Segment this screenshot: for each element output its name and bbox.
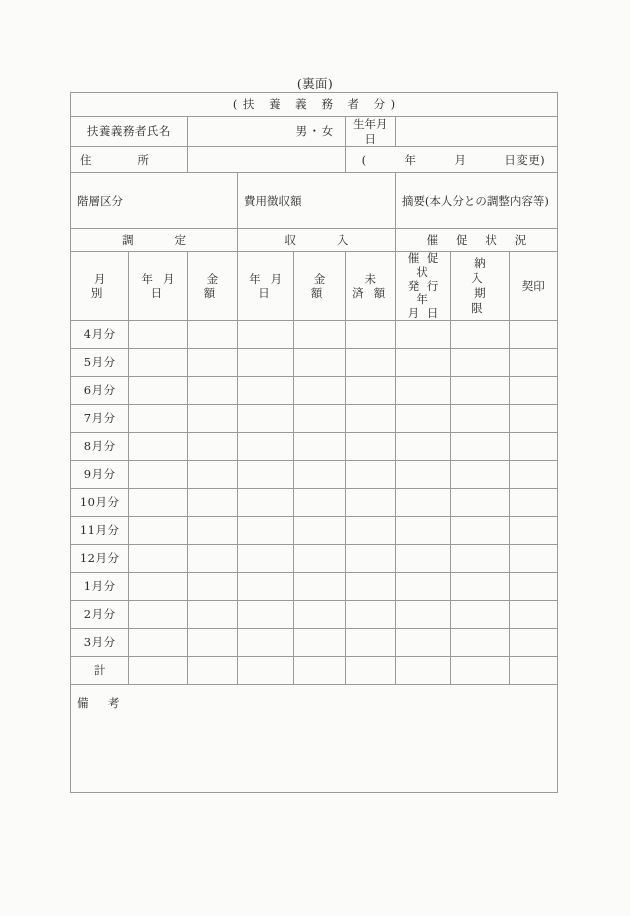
cell-payment-due[interactable] xyxy=(451,461,509,489)
cell-payment-due[interactable] xyxy=(451,657,509,685)
cell-income-date[interactable] xyxy=(237,601,293,629)
cell-assessment-date[interactable] xyxy=(129,349,187,377)
cell-unpaid-amount[interactable] xyxy=(345,657,395,685)
cell-income-date[interactable] xyxy=(237,377,293,405)
column-header-unpaid-amount: 未 済 額 xyxy=(345,252,395,321)
cell-unpaid-amount[interactable] xyxy=(345,517,395,545)
cell-income-amount[interactable] xyxy=(294,461,345,489)
cell-income-date[interactable] xyxy=(237,545,293,573)
cell-assessment-amount[interactable] xyxy=(187,545,237,573)
fee-collection-form-table xyxy=(70,92,558,793)
month-label: 12月分 xyxy=(71,545,129,573)
cell-payment-due[interactable] xyxy=(451,349,509,377)
cell-reminder-issue-date[interactable] xyxy=(395,517,450,545)
cell-income-date[interactable] xyxy=(237,405,293,433)
tier-collection-summary-row xyxy=(71,173,558,229)
remarks-cell[interactable] xyxy=(71,685,558,793)
total-row xyxy=(71,657,558,685)
cell-income-amount[interactable] xyxy=(294,433,345,461)
cell-assessment-date[interactable] xyxy=(129,489,187,517)
tier-classification-cell[interactable] xyxy=(71,173,238,229)
collection-amount-label: 費用徴収額 xyxy=(243,193,302,208)
column-header-month: 月 別 xyxy=(71,252,129,321)
cell-seal[interactable] xyxy=(509,657,557,685)
cell-assessment-date[interactable] xyxy=(129,433,187,461)
table-row xyxy=(71,573,558,601)
address-label: 住 所 xyxy=(71,147,188,173)
table-row xyxy=(71,349,558,377)
month-label: 7月分 xyxy=(71,405,129,433)
cell-income-amount[interactable] xyxy=(294,629,345,657)
cell-unpaid-amount[interactable] xyxy=(345,349,395,377)
cell-income-date[interactable] xyxy=(237,489,293,517)
cell-income-date[interactable] xyxy=(237,657,293,685)
table-row xyxy=(71,321,558,349)
cell-assessment-date[interactable] xyxy=(129,629,187,657)
cell-income-amount[interactable] xyxy=(294,405,345,433)
cell-seal[interactable] xyxy=(509,461,557,489)
cell-income-date[interactable] xyxy=(237,629,293,657)
gender-options[interactable]: 男・女 xyxy=(295,124,335,139)
obligor-address-row xyxy=(71,147,558,173)
cell-payment-due[interactable] xyxy=(451,573,509,601)
cell-income-date[interactable] xyxy=(237,321,293,349)
cell-payment-due[interactable] xyxy=(451,489,509,517)
cell-reminder-issue-date[interactable] xyxy=(395,601,450,629)
cell-assessment-amount[interactable] xyxy=(187,321,237,349)
column-header-assessment-amount: 金 額 xyxy=(187,252,237,321)
cell-income-date[interactable] xyxy=(237,573,293,601)
cell-payment-due[interactable] xyxy=(451,601,509,629)
obligor-name-label: 扶養義務者氏名 xyxy=(71,117,188,147)
cell-income-amount[interactable] xyxy=(294,349,345,377)
table-row xyxy=(71,405,558,433)
cell-seal[interactable] xyxy=(509,573,557,601)
table-row xyxy=(71,489,558,517)
change-year-label: 年 xyxy=(404,152,417,167)
cell-unpaid-amount[interactable] xyxy=(345,405,395,433)
cell-assessment-amount[interactable] xyxy=(187,349,237,377)
cell-assessment-date[interactable] xyxy=(129,405,187,433)
cell-assessment-amount[interactable] xyxy=(187,489,237,517)
cell-assessment-date[interactable] xyxy=(129,545,187,573)
cell-reminder-issue-date[interactable] xyxy=(395,489,450,517)
cell-seal[interactable] xyxy=(509,629,557,657)
cell-income-date[interactable] xyxy=(237,433,293,461)
address-change-note[interactable] xyxy=(345,147,557,173)
cell-assessment-amount[interactable] xyxy=(187,461,237,489)
cell-unpaid-amount[interactable] xyxy=(345,545,395,573)
cell-seal[interactable] xyxy=(509,377,557,405)
cell-reminder-issue-date[interactable] xyxy=(395,573,450,601)
cell-income-amount[interactable] xyxy=(294,573,345,601)
cell-income-date[interactable] xyxy=(237,517,293,545)
cell-reminder-issue-date[interactable] xyxy=(395,405,450,433)
cell-unpaid-amount[interactable] xyxy=(345,433,395,461)
cell-unpaid-amount[interactable] xyxy=(345,377,395,405)
cell-payment-due[interactable] xyxy=(451,377,509,405)
month-label: 10月分 xyxy=(71,489,129,517)
cell-seal[interactable] xyxy=(509,601,557,629)
cell-assessment-date[interactable] xyxy=(129,517,187,545)
cell-seal[interactable] xyxy=(509,433,557,461)
tier-classification-label: 階層区分 xyxy=(77,193,123,208)
column-header-seal: 契印 xyxy=(509,252,557,321)
cell-payment-due[interactable] xyxy=(451,405,509,433)
cell-seal[interactable] xyxy=(509,321,557,349)
address-field[interactable] xyxy=(187,147,345,173)
cell-payment-due[interactable] xyxy=(451,629,509,657)
cell-payment-due[interactable] xyxy=(451,321,509,349)
birthdate-label: 生年月日 xyxy=(345,117,395,147)
form-title-row xyxy=(71,93,558,117)
table-row xyxy=(71,461,558,489)
cell-reminder-issue-date[interactable] xyxy=(395,377,450,405)
table-row xyxy=(71,517,558,545)
cell-income-amount[interactable] xyxy=(294,657,345,685)
cell-unpaid-amount[interactable] xyxy=(345,601,395,629)
cell-income-date[interactable] xyxy=(237,461,293,489)
cell-assessment-amount[interactable] xyxy=(187,629,237,657)
cell-assessment-date[interactable] xyxy=(129,321,187,349)
month-label: 2月分 xyxy=(71,601,129,629)
cell-reminder-issue-date[interactable] xyxy=(395,657,450,685)
cell-reminder-issue-date[interactable] xyxy=(395,629,450,657)
cell-income-amount[interactable] xyxy=(294,517,345,545)
cell-assessment-date[interactable] xyxy=(129,601,187,629)
cell-income-amount[interactable] xyxy=(294,321,345,349)
cell-reminder-issue-date[interactable] xyxy=(395,545,450,573)
column-header-payment-due: 納 入 期 限 xyxy=(451,252,509,321)
month-label: 4月分 xyxy=(71,321,129,349)
cell-seal[interactable] xyxy=(509,349,557,377)
column-header-income-amount: 金 額 xyxy=(294,252,345,321)
month-label: 5月分 xyxy=(71,349,129,377)
summary-label: 摘要(本人分との調整内容等) xyxy=(401,193,549,208)
month-label: 9月分 xyxy=(71,461,129,489)
change-day-label: 日変更) xyxy=(504,152,545,167)
cell-assessment-amount[interactable] xyxy=(187,377,237,405)
cell-income-amount[interactable] xyxy=(294,377,345,405)
column-header-assessment-date: 年 月 日 xyxy=(129,252,187,321)
column-header-income-date: 年 月 日 xyxy=(237,252,293,321)
column-group-header-row xyxy=(71,229,558,252)
remarks-label: 備 考 xyxy=(77,696,124,711)
cell-assessment-amount[interactable] xyxy=(187,657,237,685)
month-label: 1月分 xyxy=(71,573,129,601)
cell-unpaid-amount[interactable] xyxy=(345,629,395,657)
summary-cell[interactable] xyxy=(395,173,557,229)
cell-unpaid-amount[interactable] xyxy=(345,321,395,349)
birthdate-field[interactable] xyxy=(395,117,557,147)
cell-assessment-amount[interactable] xyxy=(187,573,237,601)
month-label: 6月分 xyxy=(71,377,129,405)
cell-income-date[interactable] xyxy=(237,349,293,377)
cell-payment-due[interactable] xyxy=(451,433,509,461)
change-open-paren: ( xyxy=(361,152,367,167)
column-header-reminder-issue-date: 催 促 状 発 行 年 月 日 xyxy=(395,252,450,321)
cell-unpaid-amount[interactable] xyxy=(345,573,395,601)
cell-unpaid-amount[interactable] xyxy=(345,461,395,489)
table-row xyxy=(71,629,558,657)
cell-assessment-date[interactable] xyxy=(129,461,187,489)
obligor-name-row xyxy=(71,117,558,147)
remarks-row xyxy=(71,685,558,793)
cell-payment-due[interactable] xyxy=(451,517,509,545)
cell-assessment-amount[interactable] xyxy=(187,433,237,461)
form-title: (扶 養 義 務 者 分) xyxy=(71,93,558,117)
table-row xyxy=(71,433,558,461)
month-label: 11月分 xyxy=(71,517,129,545)
cell-payment-due[interactable] xyxy=(451,545,509,573)
cell-reminder-issue-date[interactable] xyxy=(395,433,450,461)
cell-income-amount[interactable] xyxy=(294,489,345,517)
month-label: 3月分 xyxy=(71,629,129,657)
cell-seal[interactable] xyxy=(509,405,557,433)
change-month-label: 月 xyxy=(454,152,467,167)
cell-reminder-issue-date[interactable] xyxy=(395,321,450,349)
cell-seal[interactable] xyxy=(509,545,557,573)
cell-assessment-amount[interactable] xyxy=(187,405,237,433)
cell-assessment-date[interactable] xyxy=(129,377,187,405)
cell-income-amount[interactable] xyxy=(294,545,345,573)
cell-assessment-date[interactable] xyxy=(129,657,187,685)
group-reminder-status: 催 促 状 況 xyxy=(395,229,557,252)
cell-seal[interactable] xyxy=(509,489,557,517)
sheet-caption: (裏面) xyxy=(296,76,334,91)
cell-assessment-date[interactable] xyxy=(129,573,187,601)
cell-reminder-issue-date[interactable] xyxy=(395,461,450,489)
group-income: 収 入 xyxy=(237,229,395,252)
group-assessment: 調 定 xyxy=(71,229,238,252)
table-row xyxy=(71,377,558,405)
table-row xyxy=(71,545,558,573)
collection-amount-cell[interactable] xyxy=(237,173,395,229)
month-label: 8月分 xyxy=(71,433,129,461)
table-row xyxy=(71,601,558,629)
cell-unpaid-amount[interactable] xyxy=(345,489,395,517)
cell-seal[interactable] xyxy=(509,517,557,545)
column-header-row xyxy=(71,252,558,321)
total-label: 計 xyxy=(71,657,129,685)
cell-assessment-amount[interactable] xyxy=(187,517,237,545)
cell-reminder-issue-date[interactable] xyxy=(395,349,450,377)
cell-income-amount[interactable] xyxy=(294,601,345,629)
obligor-name-field[interactable] xyxy=(187,117,345,147)
cell-assessment-amount[interactable] xyxy=(187,601,237,629)
